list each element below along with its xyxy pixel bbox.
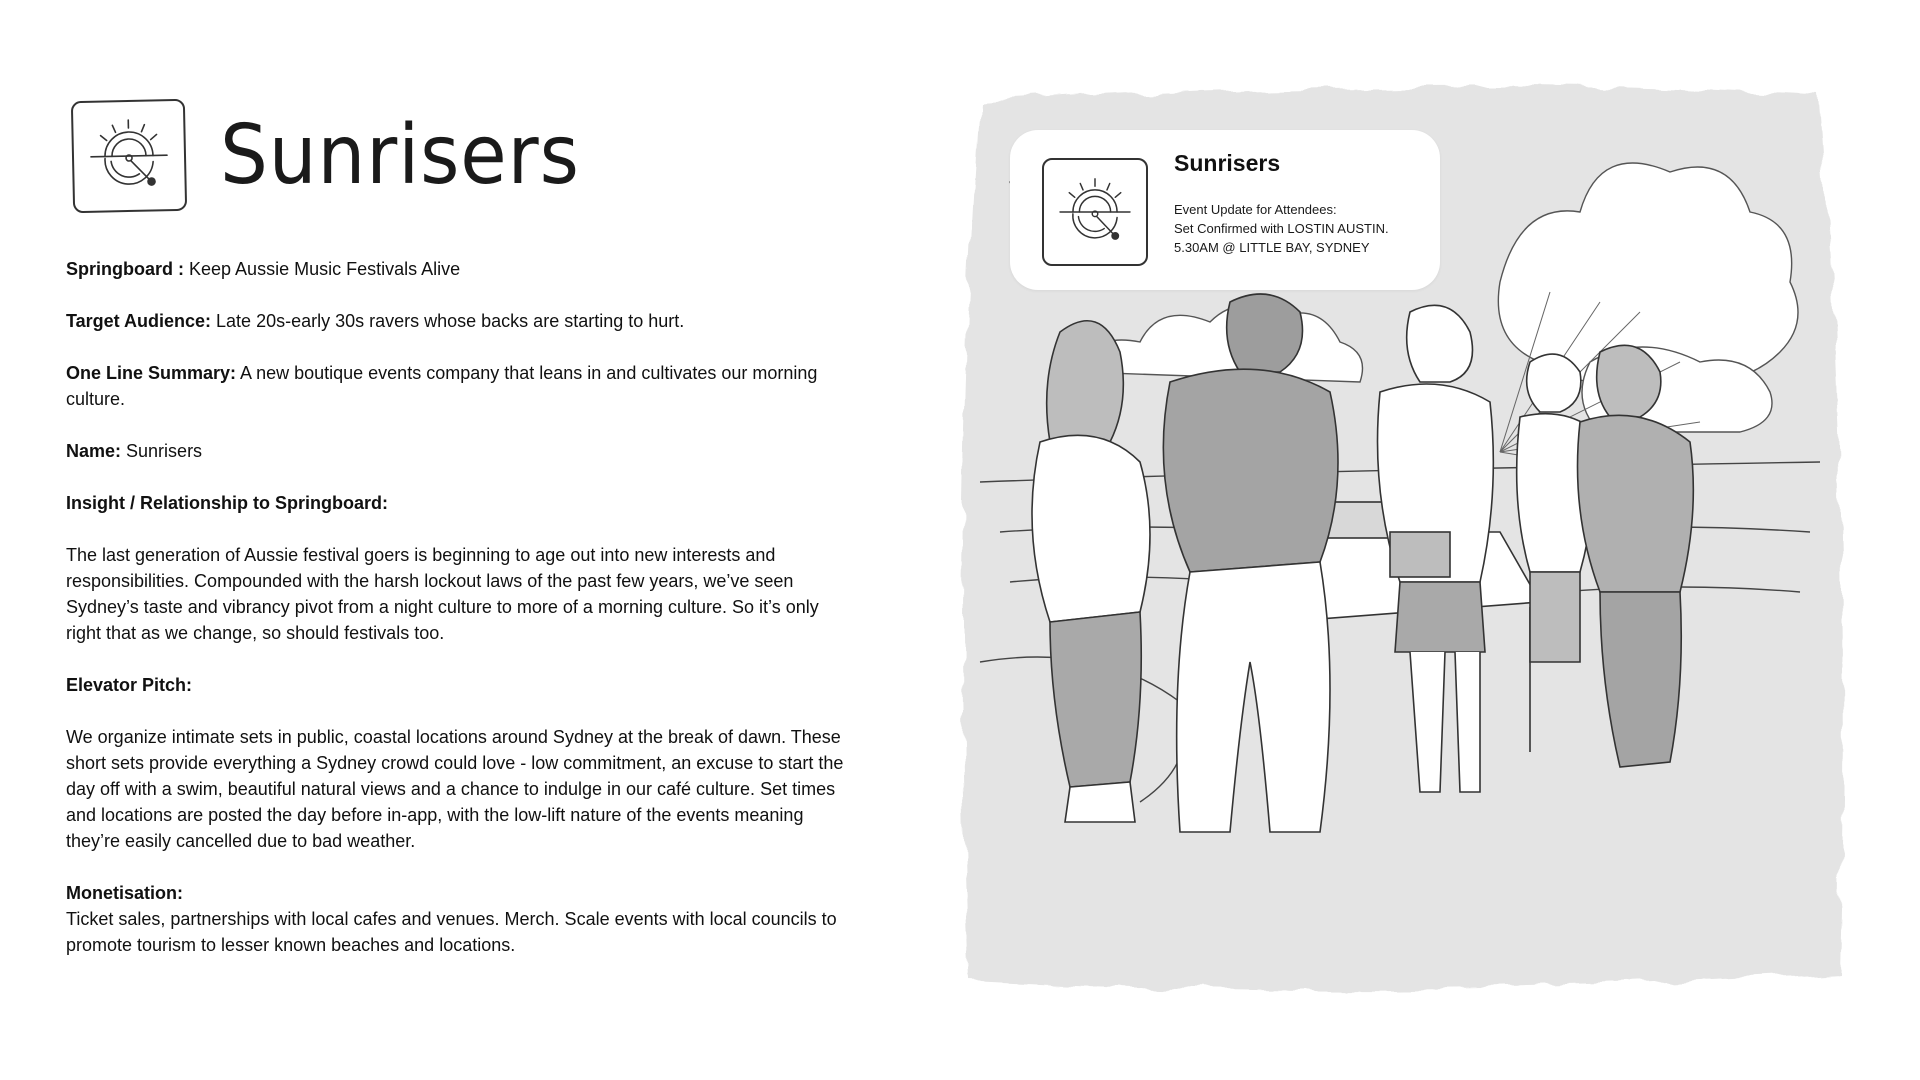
notification-app-icon — [1042, 158, 1148, 266]
springboard-label: Springboard : — [66, 259, 184, 279]
audience-label: Target Audience: — [66, 311, 212, 331]
brand-title: Sunrisers — [220, 108, 580, 203]
name-text: Sunrisers — [121, 441, 203, 461]
name-line — [66, 438, 856, 464]
monetisation-heading-text: Monetisation: — [66, 883, 183, 903]
summary-line — [66, 360, 856, 412]
pitch-document — [66, 256, 856, 984]
pitch-body: We organize intimate sets in public, coastal locations around Sydney at the break of dawn. These short sets provide everything a Sydney crowd could love - low commitment, an excuse to start the day off with a swim, beautiful natural views and a chance to indulge in our café culture. Set times and locations are posted the day before in-app, with the low-lift nature of the events meaning they’re easily cancelled due to bad weather. — [66, 727, 844, 851]
brand-header — [72, 100, 611, 212]
monetisation-body: Ticket sales, partnerships with local cafes and venues. Merch. Scale events with local councils to promote tourism to lesser known beaches and locations. — [66, 909, 837, 955]
summary-text: A new boutique events company that leans in and cultivates our morning culture. — [66, 363, 818, 409]
pitch-heading-text: Elevator Pitch: — [66, 675, 193, 695]
insight-heading — [66, 490, 856, 516]
insight-heading-text: Insight / Relationship to Springboard: — [66, 493, 388, 513]
notification-line: Set Confirmed with LOSTIN AUSTIN. — [1174, 221, 1389, 236]
audience-text: Late 20s-early 30s ravers whose backs are starting to hurt. — [211, 311, 685, 331]
notification-title: Sunrisers — [1174, 150, 1281, 176]
name-label: Name: — [66, 441, 122, 461]
springboard-line — [66, 256, 856, 282]
sunrise-record-icon — [71, 99, 187, 213]
notification-line: 5.30AM @ LITTLE BAY, SYDNEY — [1174, 240, 1370, 255]
springboard-text: Keep Aussie Music Festivals Alive — [184, 259, 461, 279]
notification-line: Event Update for Attendees: — [1174, 202, 1337, 217]
summary-label: One Line Summary: — [66, 363, 237, 383]
pitch-heading — [66, 672, 856, 698]
insight-body: The last generation of Aussie festival goers is beginning to age out into new interests and responsibilities. Compounded with the harsh lockout laws of the past few years, we’ve seen Sydney’s taste and vibrancy pivot from a night culture to more of a morning culture. So it’s only right that as we change, so should festivals too. — [66, 545, 819, 643]
monetisation-heading — [66, 880, 856, 906]
notification-body — [1174, 200, 1389, 257]
sunrise-record-icon — [1049, 166, 1141, 258]
audience-line — [66, 308, 856, 334]
event-notification-card[interactable] — [1010, 130, 1440, 290]
